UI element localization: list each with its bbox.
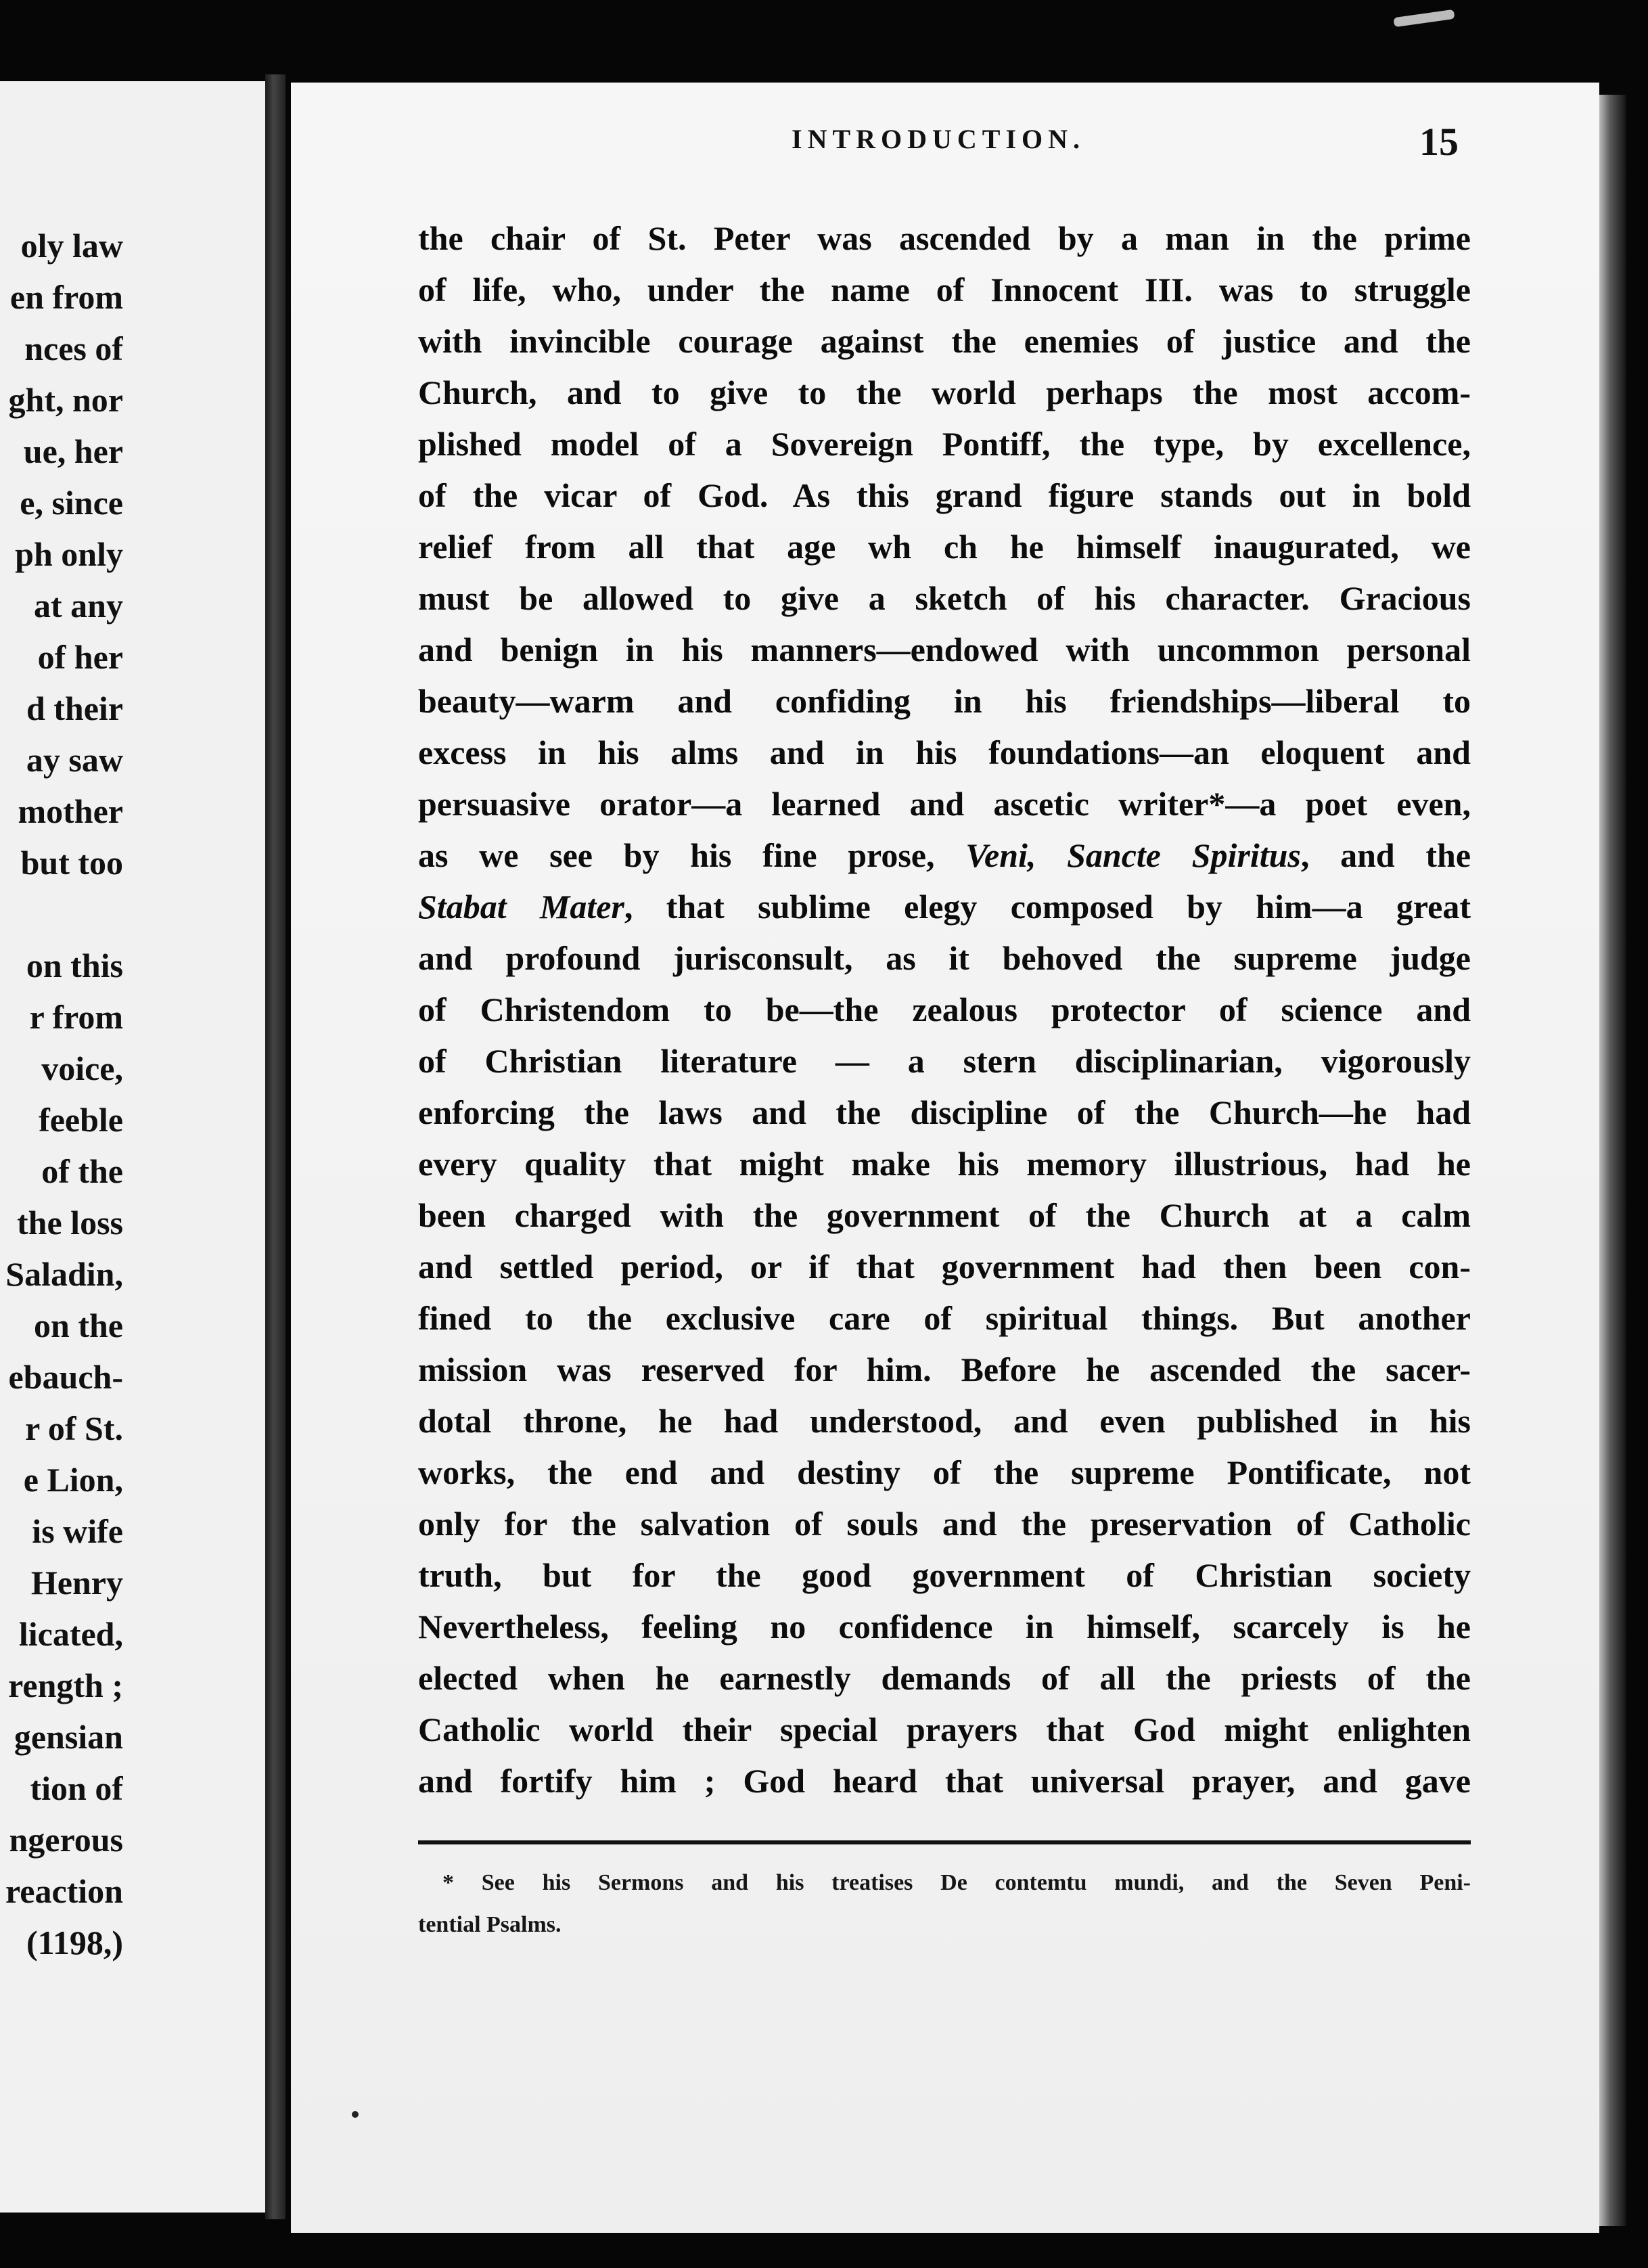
left-page-line: is wife	[32, 1512, 123, 1550]
footnote	[418, 1862, 1471, 1946]
left-page-line: mother	[18, 792, 123, 830]
left-page-line: feeble	[39, 1101, 123, 1139]
book-gutter	[265, 74, 285, 2219]
body-text	[418, 212, 1471, 1807]
body-line: and fortify him ; God heard that universal prayer, and gave	[418, 1762, 1471, 1800]
body-line: beauty—warm and confiding in his friendships—liberal to	[418, 682, 1471, 720]
page-edge-shadow	[1599, 95, 1626, 2226]
page-number: 15	[1419, 120, 1459, 164]
left-page-line: r from	[29, 998, 123, 1036]
footnote-line: * See his Sermons and his treatises De contemtu mundi, and the Seven Peni-	[442, 1870, 1471, 1895]
left-page-line: (1198,)	[26, 1924, 123, 1961]
left-page-line: voice,	[41, 1049, 123, 1087]
body-line: of Christian literature — a stern disciplinarian, vigorously	[418, 1042, 1471, 1080]
scan-artifact	[1393, 9, 1455, 27]
left-page-line: but too	[20, 844, 123, 882]
body-line: excess in his alms and in his foundations—an eloquent and	[418, 733, 1471, 771]
body-line: only for the salvation of souls and the preservation of Catholic	[418, 1505, 1471, 1543]
left-page-line: licated,	[18, 1615, 123, 1653]
body-line: mission was reserved for him. Before he ascended the sacer-	[418, 1351, 1471, 1388]
left-page-line: rength ;	[8, 1666, 123, 1704]
body-line: must be allowed to give a sketch of his character. Gracious	[418, 579, 1471, 617]
body-line: with invincible courage against the enemies of justice and the	[418, 322, 1471, 360]
left-page-line: ght, nor	[8, 381, 123, 419]
right-page	[291, 83, 1599, 2233]
left-page-line: ay saw	[26, 741, 123, 779]
left-page-line: on this	[26, 947, 123, 984]
body-line: enforcing the laws and the discipline of the Church—he had	[418, 1093, 1471, 1131]
body-line: and settled period, or if that government had then been con-	[418, 1248, 1471, 1286]
left-page-line: e, since	[20, 484, 123, 522]
left-page-line: ngerous	[9, 1821, 123, 1859]
body-line: elected when he earnestly demands of all the priests of the	[418, 1659, 1471, 1697]
left-page-line: r of St.	[25, 1409, 123, 1447]
body-line: Nevertheless, feeling no confidence in himself, scarcely is he	[418, 1608, 1471, 1646]
body-line: the chair of St. Peter was ascended by a man in the prime	[418, 219, 1471, 257]
body-line: dotal throne, he had understood, and even published in his	[418, 1402, 1471, 1440]
left-page-line: ph only	[15, 535, 123, 573]
running-head: INTRODUCTION.	[792, 124, 1086, 154]
body-line: truth, but for the good government of Christian society	[418, 1556, 1471, 1594]
left-page-line: nces of	[24, 330, 123, 367]
left-page-line: the loss	[17, 1204, 123, 1242]
body-line: every quality that might make his memory illustrious, had he	[418, 1145, 1471, 1183]
body-line: works, the end and destiny of the supreme Pontificate, not	[418, 1453, 1471, 1491]
left-page-line: reaction	[5, 1872, 123, 1910]
body-line: Church, and to give to the world perhaps the most accom-	[418, 373, 1471, 411]
body-line: and benign in his manners—endowed with uncommon personal	[418, 631, 1471, 668]
body-line: of the vicar of God. As this grand figure stands out in bold	[418, 476, 1471, 514]
body-line: been charged with the government of the Church at a calm	[418, 1196, 1471, 1234]
left-page-line: ebauch-	[8, 1358, 123, 1396]
body-line: relief from all that age wh ch he himself inaugurated, we	[418, 528, 1471, 566]
left-page-line: oly law	[20, 227, 123, 265]
body-line: persuasive orator—a learned and ascetic writer*—a poet even,	[418, 785, 1471, 823]
body-line: of life, who, under the name of Innocent III. was to struggle	[418, 271, 1471, 309]
body-line: fined to the exclusive care of spiritual things. But another	[418, 1299, 1471, 1337]
left-page-line: en from	[9, 278, 123, 316]
footnote-line: tential Psalms.	[418, 1912, 562, 1937]
left-page-text	[0, 220, 123, 1968]
left-facing-page	[0, 81, 265, 2213]
left-page-line: Saladin,	[5, 1255, 123, 1293]
body-line: Catholic world their special prayers that God might enlighten	[418, 1710, 1471, 1748]
left-page-line	[0, 888, 123, 940]
body-line: as we see by his fine prose, Veni, Sancte Spiritus, and the	[418, 836, 1471, 874]
scan-speck	[352, 2111, 359, 2118]
body-line: Stabat Mater, that sublime elegy composed by him—a great	[418, 888, 1471, 926]
left-page-line: at any	[34, 587, 123, 625]
left-page-line: e Lion,	[23, 1461, 123, 1499]
left-page-line: Henry	[30, 1564, 123, 1602]
left-page-line: on the	[34, 1307, 123, 1344]
body-line: of Christendom to be—the zealous protector of science and	[418, 991, 1471, 1028]
left-page-line: of her	[37, 638, 123, 676]
body-line: and profound jurisconsult, as it behoved the supreme judge	[418, 939, 1471, 977]
footnote-rule	[418, 1840, 1471, 1844]
left-page-line: ue, her	[23, 432, 123, 470]
left-page-line: tion of	[30, 1769, 123, 1807]
left-page-line: gensian	[14, 1718, 123, 1756]
body-line: plished model of a Sovereign Pontiff, the type, by excellence,	[418, 425, 1471, 463]
left-page-line: of the	[41, 1152, 123, 1190]
left-page-line: d their	[26, 689, 123, 727]
